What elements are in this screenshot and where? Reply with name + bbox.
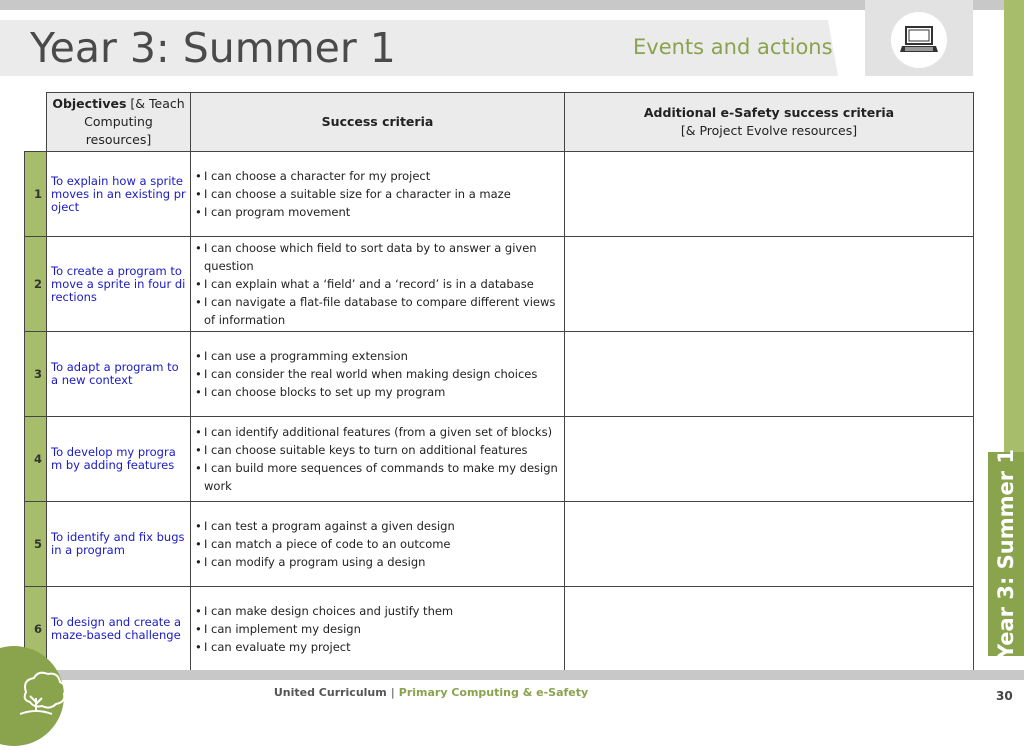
icon-circle — [891, 12, 947, 68]
objective-link[interactable]: To develop my program by adding features — [47, 417, 191, 502]
page-title: Year 3: Summer 1 — [30, 24, 396, 72]
criterion: • I can test a program against a given design — [195, 517, 560, 535]
page-number: 30 — [996, 689, 1013, 703]
table-row — [25, 237, 974, 332]
header-esafety-bold: Additional e-Safety success criteria — [643, 105, 895, 120]
table-row — [25, 587, 974, 672]
top-bar — [0, 0, 1004, 10]
lesson-table — [24, 92, 974, 672]
criterion: • I can choose a suitable size for a character in a maze — [195, 185, 560, 203]
table-row — [25, 502, 974, 587]
success-criteria-cell — [191, 237, 565, 332]
lesson-number: 5 — [25, 502, 47, 587]
header-esafety — [565, 93, 974, 152]
esafety-cell — [565, 152, 974, 237]
esafety-cell — [565, 332, 974, 417]
criterion: • I can program movement — [195, 203, 560, 221]
header-objectives-rest: [& Teach Computing resources] — [84, 96, 185, 147]
criterion: • I can match a piece of code to an outcome — [195, 535, 560, 553]
header-objectives-bold: Objectives — [52, 96, 127, 111]
criterion: • I can explain what a ‘field’ and a ‘record’ is in a database — [195, 275, 560, 293]
criterion: • I can identify additional features (from a given set of blocks) — [195, 423, 560, 441]
objective-link[interactable]: To create a program to move a sprite in four directions — [47, 237, 191, 332]
criterion: • I can choose a character for my project — [195, 167, 560, 185]
objective-link[interactable]: To design and create a maze-based challenge — [47, 587, 191, 672]
criterion: • I can consider the real world when making design choices — [195, 365, 560, 383]
lesson-number: 4 — [25, 417, 47, 502]
success-criteria-cell — [191, 587, 565, 672]
esafety-cell — [565, 237, 974, 332]
criterion: • I can build more sequences of commands to make my design work — [195, 459, 560, 495]
header-success-label: Success criteria — [321, 114, 434, 129]
criterion: • I can navigate a flat-file database to compare different views of information — [195, 293, 560, 329]
header-esafety-rest: [& Project Evolve resources] — [680, 123, 858, 138]
criterion: • I can make design choices and justify them — [195, 602, 560, 620]
success-criteria-cell — [191, 152, 565, 237]
criterion: • I can choose which field to sort data by to answer a given question — [195, 239, 560, 275]
lesson-number: 3 — [25, 332, 47, 417]
lesson-number: 1 — [25, 152, 47, 237]
right-accent-bar — [1004, 0, 1024, 452]
success-criteria-cell — [191, 332, 565, 417]
criterion: • I can implement my design — [195, 620, 560, 638]
esafety-cell — [565, 587, 974, 672]
side-tab — [988, 448, 1024, 660]
criterion: • I can evaluate my project — [195, 638, 560, 656]
esafety-cell — [565, 417, 974, 502]
footer-separator: | — [390, 686, 395, 699]
bottom-bar — [0, 670, 1024, 680]
side-tab-label: Year 3: Summer 1 — [994, 448, 1018, 660]
lesson-number: 6 — [25, 587, 47, 672]
criterion: • I can modify a program using a design — [195, 553, 560, 571]
table-row — [25, 152, 974, 237]
laptop-icon — [891, 12, 947, 68]
success-criteria-cell — [191, 502, 565, 587]
header-success-criteria — [191, 93, 565, 152]
criterion: • I can choose blocks to set up my program — [195, 383, 560, 401]
objective-link[interactable]: To adapt a program to a new context — [47, 332, 191, 417]
footer-right: Primary Computing & e-Safety — [398, 686, 589, 699]
header-blank-cell — [25, 93, 47, 152]
esafety-cell — [565, 502, 974, 587]
lesson-number: 2 — [25, 237, 47, 332]
success-criteria-cell — [191, 417, 565, 502]
criterion: • I can choose suitable keys to turn on additional features — [195, 441, 560, 459]
header-objectives — [47, 93, 191, 152]
criterion: • I can use a programming extension — [195, 347, 560, 365]
table-row — [25, 332, 974, 417]
footer — [0, 686, 862, 699]
objective-link[interactable]: To identify and fix bugs in a program — [47, 502, 191, 587]
objective-link[interactable]: To explain how a sprite moves in an existing project — [47, 152, 191, 237]
page-subtitle: Events and actions — [633, 35, 833, 59]
footer-left: United Curriculum — [273, 686, 387, 699]
header-row — [25, 93, 974, 152]
table-row — [25, 417, 974, 502]
